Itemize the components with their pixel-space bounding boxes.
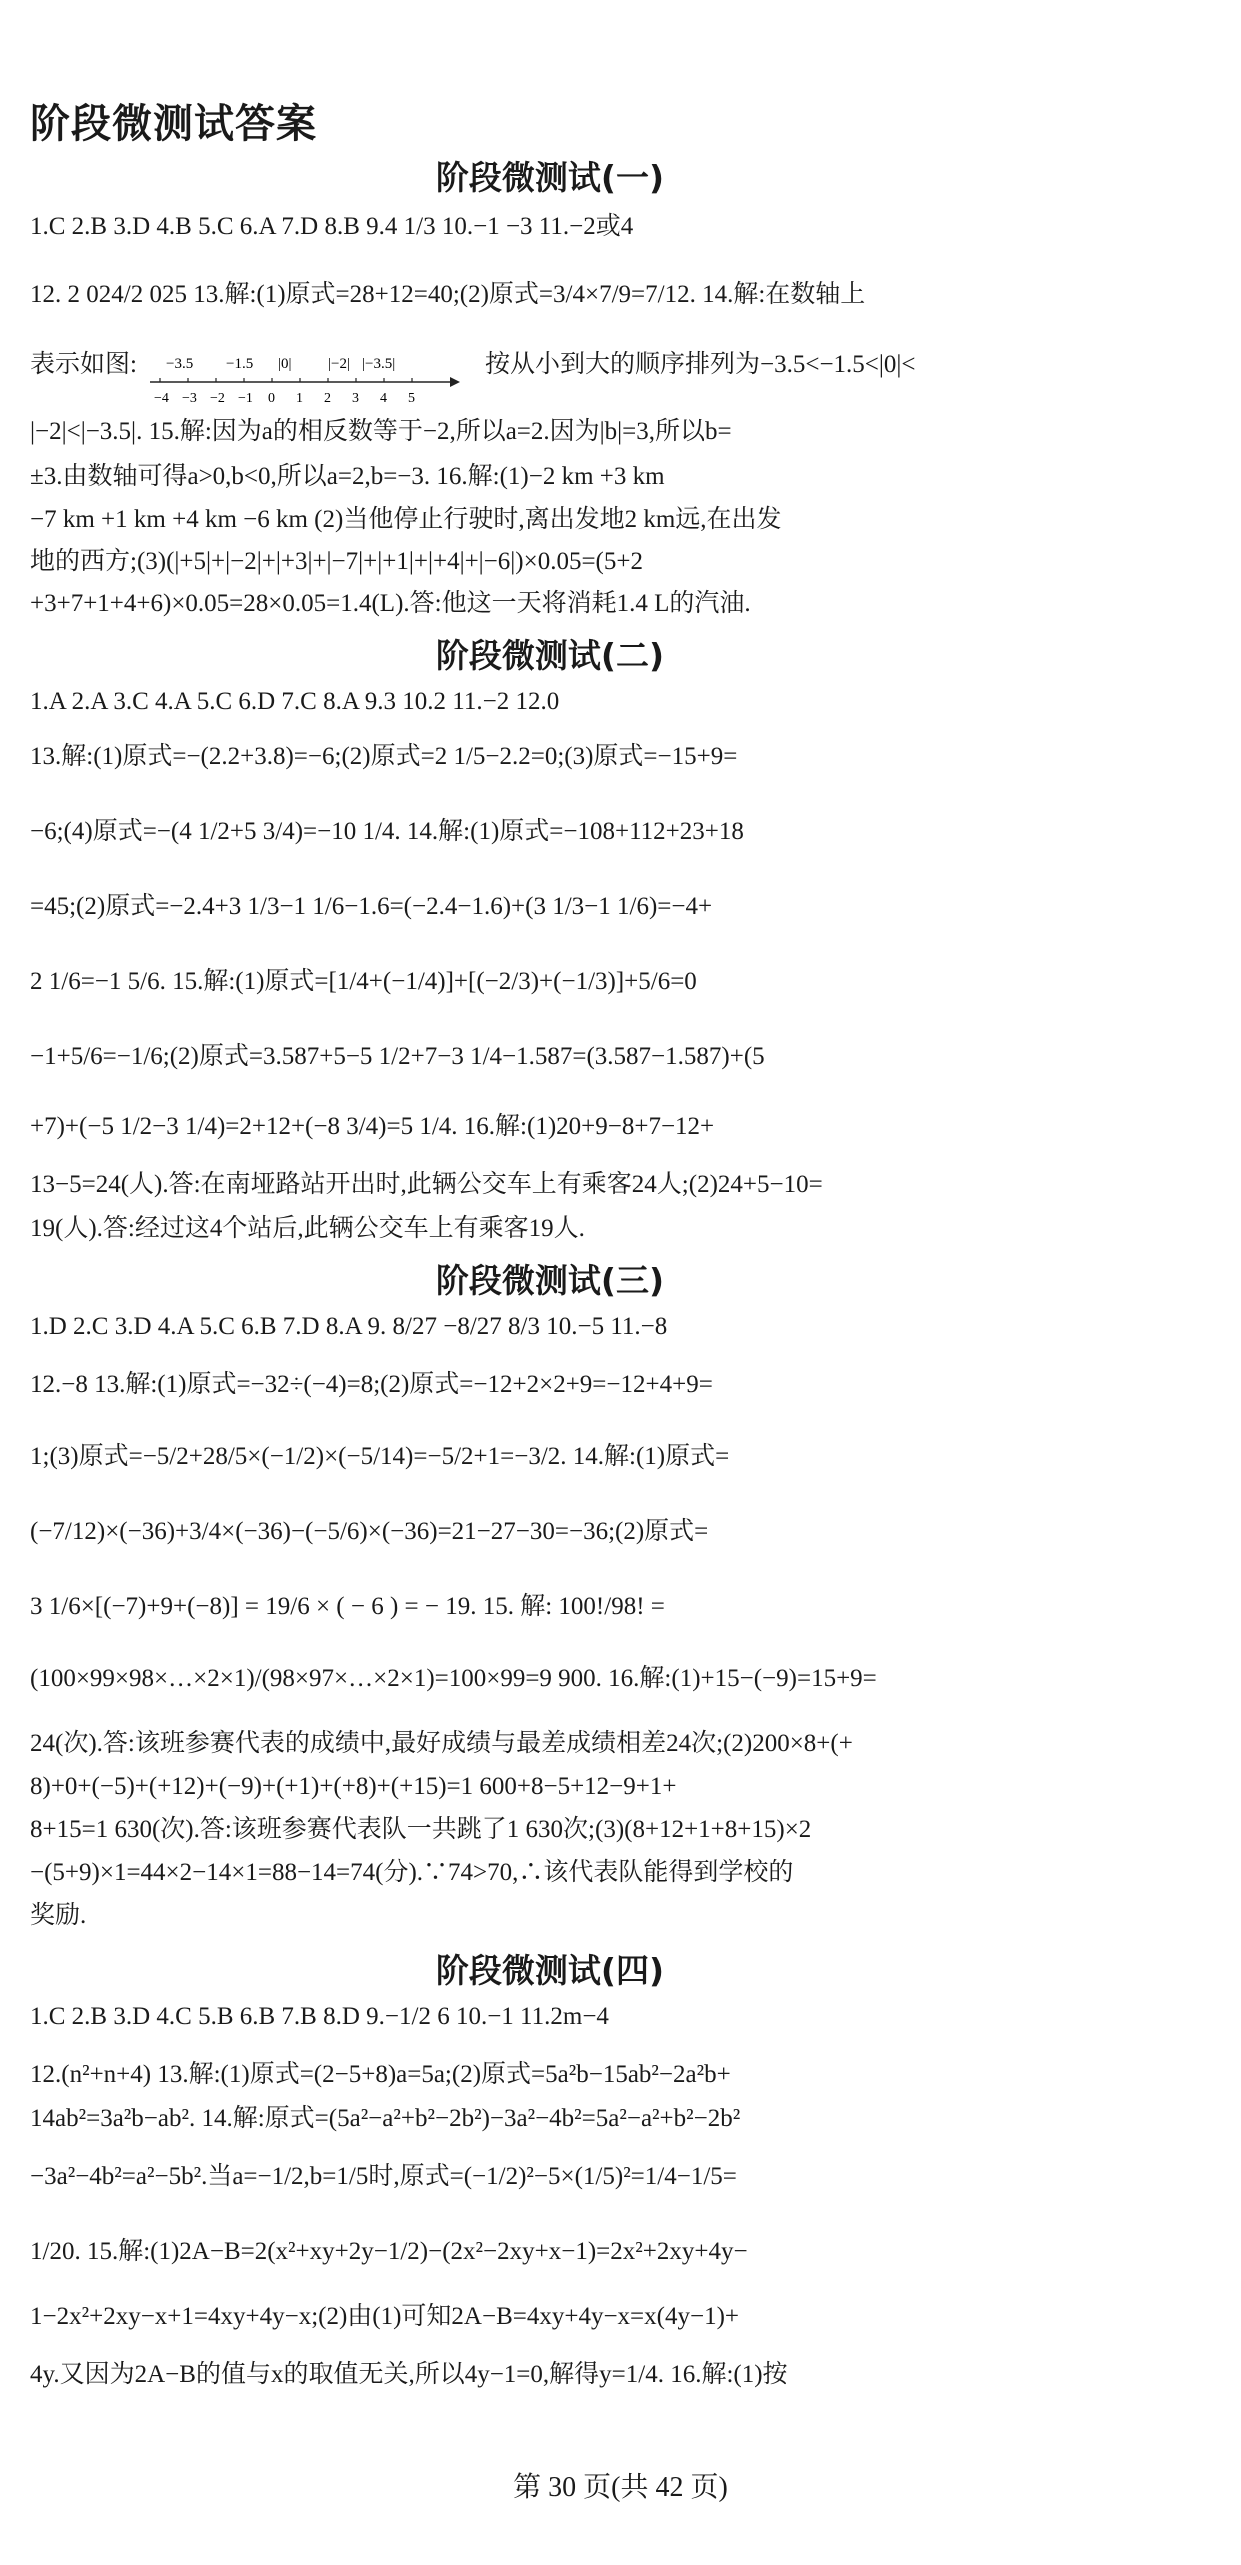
answer-line: 8)+0+(−5)+(+12)+(−9)+(+1)+(+8)+(+15)=1 600+8−5+12−9+1+ bbox=[30, 1773, 677, 1800]
number-line-axis-label: 0 bbox=[268, 391, 275, 406]
answer-line: 按从小到大的顺序排列为−3.5<−1.5<|0|< bbox=[485, 351, 916, 378]
number-line-figure bbox=[150, 350, 480, 410]
answer-line: |−2|<|−3.5|. 15.解:因为a的相反数等于−2,所以a=2.因为|b|=3,所以b= bbox=[30, 418, 732, 445]
number-line-axis-label: 4 bbox=[380, 391, 387, 406]
answer-line: ±3.由数轴可得a>0,b<0,所以a=2,b=−3. 16.解:(1)−2 km +3 km bbox=[30, 463, 665, 490]
number-line-axis-label: −3 bbox=[182, 391, 197, 406]
number-line-top-label: |−3.5| bbox=[362, 356, 396, 372]
answer-line: 19(人).答:经过这4个站后,此辆公交车上有乘客19人. bbox=[30, 1215, 585, 1242]
answer-line: =45;(2)原式=−2.4+3 1/3−1 1/6−1.6=(−2.4−1.6)+(3 1/3−1 1/6)=−4+ bbox=[30, 893, 713, 920]
answer-line: 4y.又因为2A−B的值与x的取值无关,所以4y−1=0,解得y=1/4. 16.解:(1)按 bbox=[30, 2361, 788, 2388]
page-footer: 第 30 页(共 42 页) bbox=[513, 2472, 728, 2503]
answer-line: 1.D 2.C 3.D 4.A 5.C 6.B 7.D 8.A 9. 8/27 −8/27 8/3 10.−5 11.−8 bbox=[30, 1313, 668, 1340]
number-line-axis-label: −2 bbox=[210, 391, 225, 406]
answer-line: −1+5/6=−1/6;(2)原式=3.587+5−5 1/2+7−3 1/4−1.587=(3.587−1.587)+(5 bbox=[30, 1043, 765, 1070]
section-heading-4: 阶段微测试(四) bbox=[435, 1951, 665, 1990]
number-line-top-label: |−2| bbox=[328, 356, 350, 372]
answer-line: 12.(n²+n+4) 13.解:(1)原式=(2−5+8)a=5a;(2)原式=5a²b−15ab²−2a²b+ bbox=[30, 2061, 731, 2088]
answer-line: 地的西方;(3)(|+5|+|−2|+|+3|+|−7|+|+1|+|+4|+|−6|)×0.05=(5+2 bbox=[30, 548, 643, 575]
answer-line: 8+15=1 630(次).答:该班参赛代表队一共跳了1 630次;(3)(8+12+1+8+15)×2 bbox=[30, 1816, 812, 1843]
answer-line: 13.解:(1)原式=−(2.2+3.8)=−6;(2)原式=2 1/5−2.2=0;(3)原式=−15+9= bbox=[30, 743, 738, 770]
answer-line: −(5+9)×1=44×2−14×1=88−14=74(分).∵74>70,∴该代表队能得到学校的 bbox=[30, 1859, 794, 1886]
answer-line: 奖励. bbox=[30, 1902, 87, 1929]
number-line-axis-label: 5 bbox=[408, 391, 415, 406]
section-heading-1: 阶段微测试(一) bbox=[435, 158, 665, 197]
answer-line: 24(次).答:该班参赛代表的成绩中,最好成绩与最差成绩相差24次;(2)200×8+(+ bbox=[30, 1730, 853, 1757]
answer-line: 1.A 2.A 3.C 4.A 5.C 6.D 7.C 8.A 9.3 10.2 11.−2 12.0 bbox=[30, 688, 560, 715]
answer-line: (100×99×98×…×2×1)/(98×97×…×2×1)=100×99=9 900. 16.解:(1)+15−(−9)=15+9= bbox=[30, 1665, 877, 1692]
number-line-axis-label: −4 bbox=[154, 391, 169, 406]
number-line-arrow bbox=[450, 377, 460, 387]
answer-line: 1/20. 15.解:(1)2A−B=2(x²+xy+2y−1/2)−(2x²−2xy+x−1)=2x²+2xy+4y− bbox=[30, 2238, 748, 2265]
answer-line: −7 km +1 km +4 km −6 km (2)当他停止行驶时,离出发地2 km远,在出发 bbox=[30, 506, 782, 533]
answer-line: +7)+(−5 1/2−3 1/4)=2+12+(−8 3/4)=5 1/4. 16.解:(1)20+9−8+7−12+ bbox=[30, 1113, 715, 1140]
number-line-top-label: −3.5 bbox=[166, 356, 194, 372]
number-line-axis-label: −1 bbox=[238, 391, 253, 406]
answer-line: 1−2x²+2xy−x+1=4xy+4y−x;(2)由(1)可知2A−B=4xy+4y−x=x(4y−1)+ bbox=[30, 2303, 740, 2330]
answer-line: 3 1/6×[(−7)+9+(−8)] = 19/6 × ( − 6 ) = − 19. 15. 解: 100!/98! = bbox=[30, 1593, 665, 1620]
answer-line: −3a²−4b²=a²−5b².当a=−1/2,b=1/5时,原式=(−1/2)²−5×(1/5)²=1/4−1/5= bbox=[30, 2163, 737, 2190]
answer-line: 表示如图: bbox=[30, 351, 137, 378]
number-line-axis-label: 3 bbox=[352, 391, 359, 406]
answer-line: (−7/12)×(−36)+3/4×(−36)−(−5/6)×(−36)=21−27−30=−36;(2)原式= bbox=[30, 1518, 709, 1545]
answer-line: 1.C 2.B 3.D 4.B 5.C 6.A 7.D 8.B 9.4 1/3 10.−1 −3 11.−2或4 bbox=[30, 213, 634, 240]
answer-line: −6;(4)原式=−(4 1/2+5 3/4)=−10 1/4. 14.解:(1)原式=−108+112+23+18 bbox=[30, 818, 744, 845]
answer-line: 12.−8 13.解:(1)原式=−32÷(−4)=8;(2)原式=−12+2×2+9=−12+4+9= bbox=[30, 1371, 713, 1398]
answer-line: 12. 2 024/2 025 13.解:(1)原式=28+12=40;(2)原式=3/4×7/9=7/12. 14.解:在数轴上 bbox=[30, 281, 866, 308]
page-title: 阶段微测试答案 bbox=[30, 101, 317, 147]
answer-line: +3+7+1+4+6)×0.05=28×0.05=1.4(L).答:他这一天将消耗1.4 L的汽油. bbox=[30, 590, 751, 617]
answer-line: 14ab²=3a²b−ab². 14.解:原式=(5a²−a²+b²−2b²)−3a²−4b²=5a²−a²+b²−2b² bbox=[30, 2105, 741, 2132]
answer-line: 1;(3)原式=−5/2+28/5×(−1/2)×(−5/14)=−5/2+1=−3/2. 14.解:(1)原式= bbox=[30, 1443, 730, 1470]
section-heading-3: 阶段微测试(三) bbox=[435, 1261, 665, 1300]
section-heading-2: 阶段微测试(二) bbox=[435, 636, 665, 675]
answer-line: 2 1/6=−1 5/6. 15.解:(1)原式=[1/4+(−1/4)]+[(−2/3)+(−1/3)]+5/6=0 bbox=[30, 968, 697, 995]
number-line-top-label: |0| bbox=[278, 356, 292, 372]
answer-line: 1.C 2.B 3.D 4.C 5.B 6.B 7.B 8.D 9.−1/2 6 10.−1 11.2m−4 bbox=[30, 2003, 609, 2030]
number-line-axis-label: 1 bbox=[296, 391, 303, 406]
number-line-axis-label: 2 bbox=[324, 391, 331, 406]
answer-line: 13−5=24(人).答:在南垭路站开出时,此辆公交车上有乘客24人;(2)24+5−10= bbox=[30, 1171, 823, 1198]
number-line-top-label: −1.5 bbox=[226, 356, 254, 372]
